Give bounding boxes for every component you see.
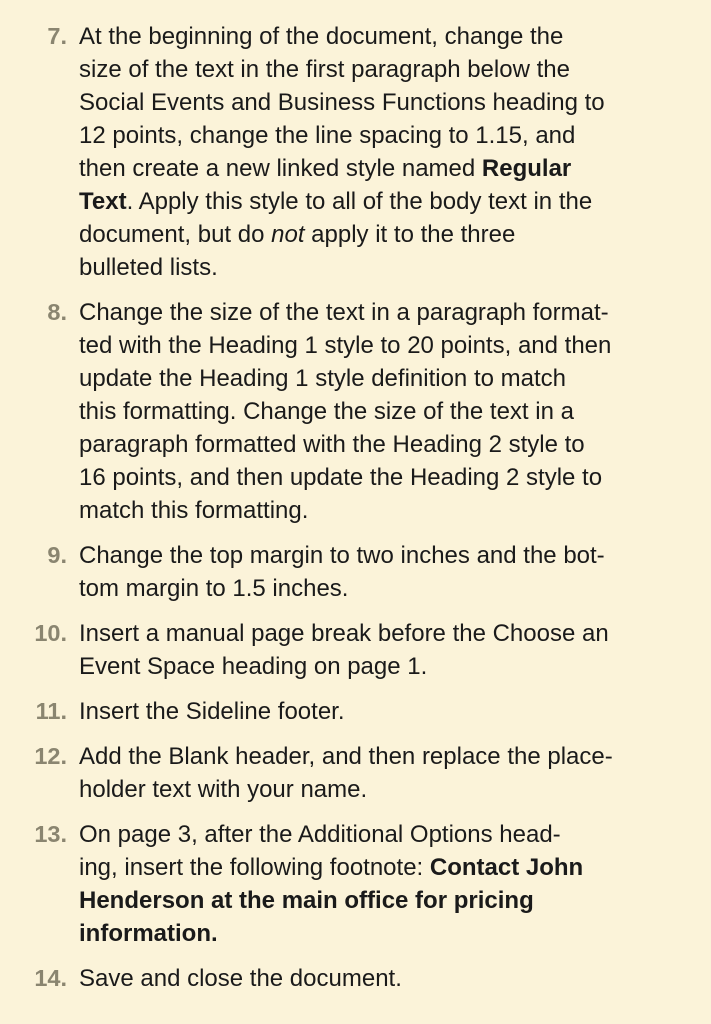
text-run: Change the top margin to two inches and the bot- xyxy=(79,542,605,569)
footnote-text-bold xyxy=(79,917,671,950)
step-text-line xyxy=(79,152,671,185)
step-text-line xyxy=(79,572,671,605)
emphasis-italic: not xyxy=(271,221,305,248)
step-text-line xyxy=(79,617,671,650)
text-run: Save and close the document. xyxy=(79,965,402,992)
text-run: . Apply this style to all of the body text in the xyxy=(126,188,593,215)
step-text-line xyxy=(79,740,671,773)
step-text-line xyxy=(79,851,671,884)
step-text-line xyxy=(79,20,671,53)
text-run: ing, insert the following footnote: xyxy=(79,854,430,881)
text-run: then create a new linked style named xyxy=(79,155,482,182)
step-number: 7. xyxy=(47,23,67,49)
step-10 xyxy=(0,617,711,683)
text-run: Change the size of the text in a paragraph format- xyxy=(79,299,609,326)
text-run: paragraph formatted with the Heading 2 style to xyxy=(79,431,585,458)
text-run: bulleted lists. xyxy=(79,254,218,281)
style-name-bold: Text xyxy=(79,188,127,215)
step-12 xyxy=(0,740,711,806)
step-text-line xyxy=(79,428,671,461)
step-text-line xyxy=(79,53,671,86)
step-number: 12. xyxy=(34,743,67,769)
text-run: size of the text in the first paragraph below the xyxy=(79,56,570,83)
step-text-line xyxy=(79,251,671,284)
step-number: 14. xyxy=(34,965,67,991)
text-run: update the Heading 1 style definition to match xyxy=(79,365,566,392)
text-run: 12 points, change the line spacing to 1.15, and xyxy=(79,122,576,149)
step-text-line xyxy=(79,296,671,329)
step-text-line xyxy=(79,461,671,494)
text-run: Insert a manual page break before the Choose an xyxy=(79,620,609,647)
text-run: this formatting. Change the size of the text in a xyxy=(79,398,574,425)
step-text-line xyxy=(79,773,671,806)
step-number: 10. xyxy=(34,620,67,646)
step-text-line xyxy=(79,818,671,851)
step-number: 9. xyxy=(47,542,67,568)
text-run: Add the Blank header, and then replace the place- xyxy=(79,743,613,770)
text-run: On page 3, after the Additional Options head- xyxy=(79,821,561,848)
step-8 xyxy=(0,296,711,527)
step-11 xyxy=(0,695,711,728)
text-run: holder text with your name. xyxy=(79,776,368,803)
footnote-text-bold: Contact John xyxy=(429,854,584,881)
text-run: 16 points, and then update the Heading 2 style to xyxy=(79,464,603,491)
step-text-line xyxy=(79,962,671,995)
step-text-line xyxy=(79,650,671,683)
step-9 xyxy=(0,539,711,605)
text-run: apply it to the three xyxy=(304,221,516,248)
step-text-line xyxy=(79,539,671,572)
step-number: 11. xyxy=(35,698,67,724)
step-13 xyxy=(0,818,711,950)
step-text-line xyxy=(79,86,671,119)
text-run: Social Events and Business Functions heading to xyxy=(79,89,605,116)
text-run: At the beginning of the document, change the xyxy=(79,23,564,50)
step-text-line xyxy=(79,218,671,251)
text-run: ted with the Heading 1 style to 20 points, and then xyxy=(79,332,612,359)
step-7 xyxy=(0,20,711,284)
step-text-line xyxy=(79,494,671,527)
text-run: Henderson at the main office for pricing xyxy=(79,887,534,914)
text-run: document, but do xyxy=(79,221,272,248)
step-text-line xyxy=(79,395,671,428)
step-text-line xyxy=(79,119,671,152)
text-run: tom margin to 1.5 inches. xyxy=(79,575,349,602)
text-run: information. xyxy=(79,920,218,947)
step-14 xyxy=(0,962,711,995)
step-number: 8. xyxy=(47,299,67,325)
text-run: Insert the Sideline footer. xyxy=(79,698,345,725)
step-text-line xyxy=(79,695,671,728)
style-name-bold: Regular xyxy=(481,155,572,182)
step-text-line xyxy=(79,362,671,395)
step-text-line xyxy=(79,329,671,362)
step-number: 13. xyxy=(34,821,67,847)
text-run: Event Space heading on page 1. xyxy=(79,653,428,680)
step-text-line xyxy=(79,185,671,218)
footnote-text-bold xyxy=(79,884,671,917)
text-run: match this formatting. xyxy=(79,497,309,524)
